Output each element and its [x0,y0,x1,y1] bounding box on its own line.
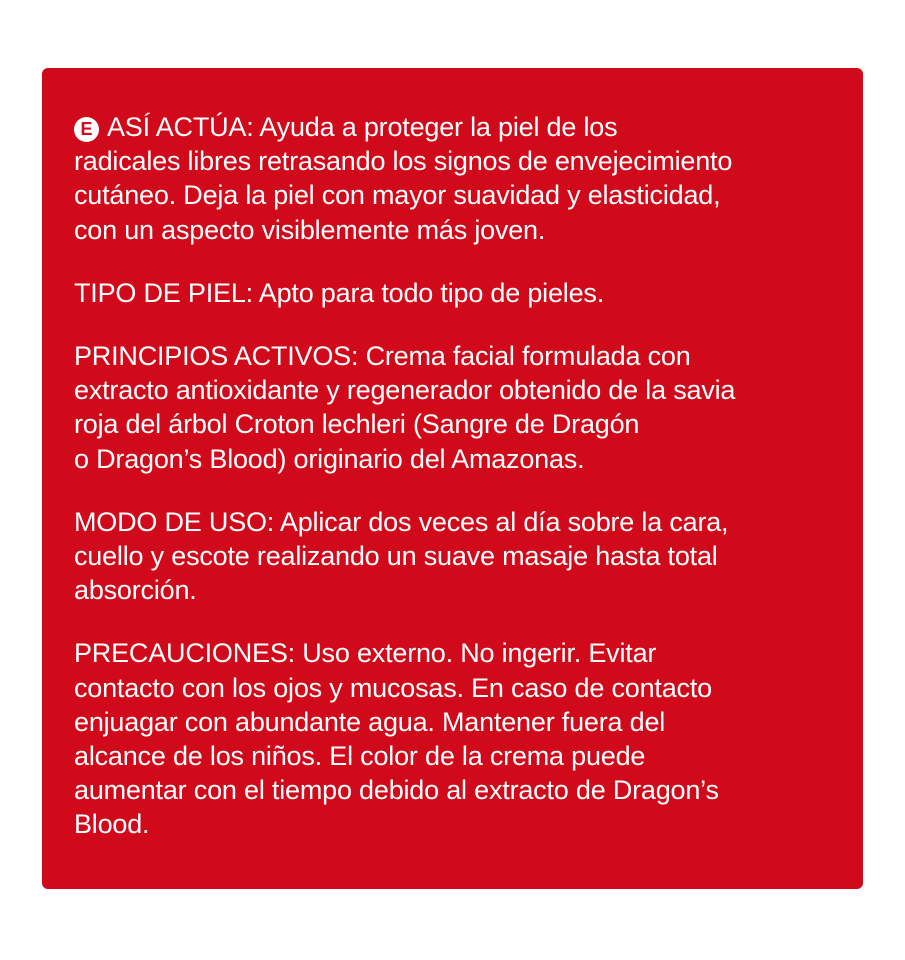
text-line: con un aspecto visiblemente más joven. [74,214,546,245]
section-asi-actua [74,110,843,247]
text-line: o Dragon’s Blood) originario del Amazonas. [74,443,585,474]
text-line: Blood. [74,809,150,840]
section-modo-de-uso [74,505,843,608]
text-line: cutáneo. Deja la piel con mayor suavidad y elasticidad, [74,180,721,211]
text-line: MODO DE USO: Aplicar dos veces al día sobre la cara, [74,506,729,537]
text-line: extracto antioxidante y regenerador obtenido de la savia [74,375,736,406]
text-line: absorción. [74,575,197,606]
text-line: TIPO DE PIEL: Apto para todo tipo de pieles. [74,277,605,308]
text-line: aumentar con el tiempo debido al extracto de Dragon’s [74,775,719,806]
language-e-badge-icon: E [74,117,99,142]
text-line: enjuagar con abundante agua. Mantener fuera del [74,706,666,737]
section-principios-activos [74,339,843,476]
text-line-content: ASÍ ACTÚA: Ayuda a proteger la piel de los [107,112,618,142]
text-line: radicales libres retrasando los signos de envejecimiento [74,146,733,177]
label-panel [42,68,863,889]
text-line: roja del árbol Croton lechleri (Sangre de Dragón [74,409,640,440]
text-line: PRINCIPIOS ACTIVOS: Crema facial formulada con [74,341,691,372]
text-line: contacto con los ojos y mucosas. En caso de contacto [74,672,712,703]
section-tipo-de-piel [74,276,843,310]
text-line: alcance de los niños. El color de la crema puede [74,741,646,772]
section-precauciones [74,636,843,841]
text-line [74,110,843,144]
text-line: PRECAUCIONES: Uso externo. No ingerir. Evitar [74,638,657,669]
text-line: cuello y escote realizando un suave masaje hasta total [74,541,718,572]
